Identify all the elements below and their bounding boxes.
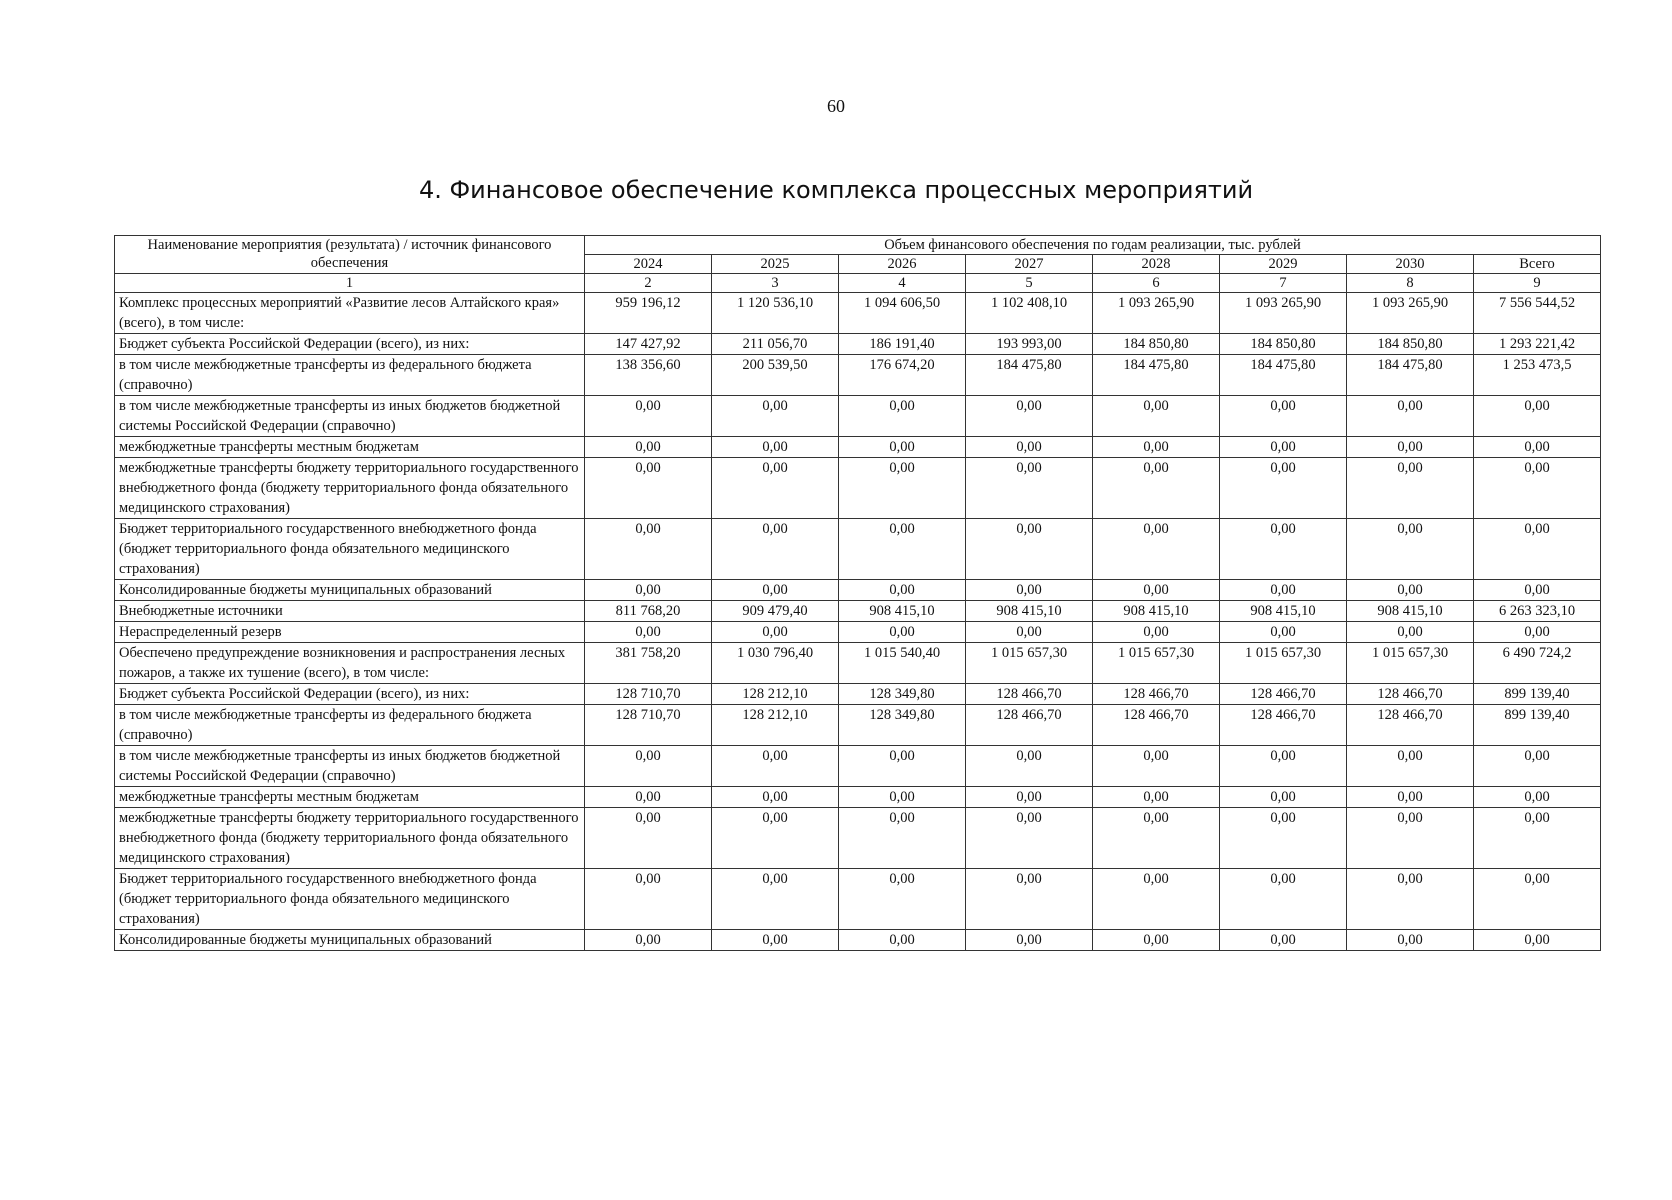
row-value: 1 093 265,90 <box>1220 293 1347 334</box>
row-value: 0,00 <box>839 787 966 808</box>
row-value: 0,00 <box>839 396 966 437</box>
row-total: 0,00 <box>1474 458 1601 519</box>
row-value: 0,00 <box>712 622 839 643</box>
column-header-volume: Объем финансового обеспечения по годам реализации, тыс. рублей <box>585 236 1601 255</box>
row-value: 184 850,80 <box>1220 334 1347 355</box>
column-number: 9 <box>1474 274 1601 293</box>
row-value: 0,00 <box>585 458 712 519</box>
row-value: 0,00 <box>1347 580 1474 601</box>
row-value: 0,00 <box>839 930 966 951</box>
row-value: 128 466,70 <box>1220 705 1347 746</box>
row-total: 0,00 <box>1474 746 1601 787</box>
row-name: в том числе межбюджетные трансферты из федерального бюджета (справочно) <box>115 705 585 746</box>
row-name: межбюджетные трансферты местным бюджетам <box>115 787 585 808</box>
row-value: 0,00 <box>839 622 966 643</box>
row-value: 959 196,12 <box>585 293 712 334</box>
row-name: Комплекс процессных мероприятий «Развитие лесов Алтайского края» (всего), в том числе: <box>115 293 585 334</box>
row-value: 0,00 <box>1093 580 1220 601</box>
row-value: 0,00 <box>712 746 839 787</box>
row-value: 176 674,20 <box>839 355 966 396</box>
row-value: 211 056,70 <box>712 334 839 355</box>
row-value: 0,00 <box>585 746 712 787</box>
column-number: 7 <box>1220 274 1347 293</box>
row-total: 0,00 <box>1474 437 1601 458</box>
row-value: 128 466,70 <box>1093 684 1220 705</box>
row-value: 1 015 540,40 <box>839 643 966 684</box>
row-value: 0,00 <box>966 519 1093 580</box>
column-number: 5 <box>966 274 1093 293</box>
row-value: 1 015 657,30 <box>966 643 1093 684</box>
row-value: 0,00 <box>585 930 712 951</box>
row-value: 909 479,40 <box>712 601 839 622</box>
financing-table <box>114 235 1601 951</box>
row-value: 0,00 <box>1220 458 1347 519</box>
row-value: 184 475,80 <box>1347 355 1474 396</box>
row-total: 0,00 <box>1474 869 1601 930</box>
row-value: 0,00 <box>585 869 712 930</box>
row-value: 0,00 <box>966 787 1093 808</box>
row-total: 899 139,40 <box>1474 684 1601 705</box>
row-value: 0,00 <box>839 746 966 787</box>
row-value: 128 212,10 <box>712 705 839 746</box>
row-value: 184 850,80 <box>1093 334 1220 355</box>
row-value: 0,00 <box>1220 787 1347 808</box>
year-header: 2024 <box>585 255 712 274</box>
table-row <box>115 705 1601 746</box>
table-row <box>115 519 1601 580</box>
row-name: Нераспределенный резерв <box>115 622 585 643</box>
row-value: 184 475,80 <box>1093 355 1220 396</box>
row-value: 128 710,70 <box>585 684 712 705</box>
row-value: 0,00 <box>1093 437 1220 458</box>
row-total: 0,00 <box>1474 622 1601 643</box>
row-value: 0,00 <box>712 519 839 580</box>
table-row <box>115 787 1601 808</box>
row-value: 0,00 <box>966 930 1093 951</box>
row-value: 138 356,60 <box>585 355 712 396</box>
row-value: 0,00 <box>1220 930 1347 951</box>
row-value: 0,00 <box>1093 458 1220 519</box>
row-value: 908 415,10 <box>966 601 1093 622</box>
column-number: 6 <box>1093 274 1220 293</box>
row-value: 0,00 <box>1220 869 1347 930</box>
row-name: межбюджетные трансферты бюджету территориального государственного внебюджетного фонда (бюджету территориального фонда обязательного медицинского страхования) <box>115 808 585 869</box>
row-name: в том числе межбюджетные трансферты из иных бюджетов бюджетной системы Российской Федерации (справочно) <box>115 746 585 787</box>
table-row <box>115 601 1601 622</box>
row-value: 128 349,80 <box>839 705 966 746</box>
column-number: 3 <box>712 274 839 293</box>
row-value: 1 015 657,30 <box>1220 643 1347 684</box>
row-value: 0,00 <box>585 787 712 808</box>
row-value: 0,00 <box>585 519 712 580</box>
page-number: 60 <box>827 96 845 116</box>
row-total: 6 490 724,2 <box>1474 643 1601 684</box>
row-value: 184 850,80 <box>1347 334 1474 355</box>
table-row <box>115 355 1601 396</box>
row-value: 0,00 <box>1220 808 1347 869</box>
table-row <box>115 684 1601 705</box>
row-value: 0,00 <box>1093 869 1220 930</box>
row-value: 1 093 265,90 <box>1093 293 1220 334</box>
row-value: 184 475,80 <box>1220 355 1347 396</box>
row-name: Бюджет субъекта Российской Федерации (всего), из них: <box>115 684 585 705</box>
row-name: межбюджетные трансферты бюджету территориального государственного внебюджетного фонда (бюджету территориального фонда обязательного медицинского страхования) <box>115 458 585 519</box>
row-value: 811 768,20 <box>585 601 712 622</box>
row-name: Консолидированные бюджеты муниципальных образований <box>115 930 585 951</box>
row-value: 0,00 <box>585 580 712 601</box>
row-name: Консолидированные бюджеты муниципальных образований <box>115 580 585 601</box>
row-name: Бюджет территориального государственного внебюджетного фонда (бюджет территориального фонда обязательного медицинского страхования) <box>115 519 585 580</box>
row-value: 0,00 <box>966 580 1093 601</box>
row-value: 0,00 <box>1347 746 1474 787</box>
column-number: 1 <box>115 274 585 293</box>
row-name: в том числе межбюджетные трансферты из иных бюджетов бюджетной системы Российской Федерации (справочно) <box>115 396 585 437</box>
row-name: в том числе межбюджетные трансферты из федерального бюджета (справочно) <box>115 355 585 396</box>
row-value: 1 120 536,10 <box>712 293 839 334</box>
column-number: 4 <box>839 274 966 293</box>
row-value: 0,00 <box>585 622 712 643</box>
table-body <box>115 293 1601 951</box>
row-value: 128 466,70 <box>1347 705 1474 746</box>
row-total: 6 263 323,10 <box>1474 601 1601 622</box>
table-row <box>115 930 1601 951</box>
row-value: 128 466,70 <box>966 684 1093 705</box>
row-total: 1 253 473,5 <box>1474 355 1601 396</box>
row-value: 0,00 <box>1347 622 1474 643</box>
row-value: 908 415,10 <box>1093 601 1220 622</box>
row-value: 1 093 265,90 <box>1347 293 1474 334</box>
row-value: 1 094 606,50 <box>839 293 966 334</box>
row-value: 0,00 <box>1347 458 1474 519</box>
row-value: 0,00 <box>712 787 839 808</box>
row-value: 128 349,80 <box>839 684 966 705</box>
row-value: 128 466,70 <box>1220 684 1347 705</box>
year-header: 2025 <box>712 255 839 274</box>
row-value: 0,00 <box>1220 746 1347 787</box>
row-value: 0,00 <box>712 930 839 951</box>
row-value: 147 427,92 <box>585 334 712 355</box>
year-header: 2026 <box>839 255 966 274</box>
year-header: 2027 <box>966 255 1093 274</box>
row-total: 7 556 544,52 <box>1474 293 1601 334</box>
row-value: 0,00 <box>1220 437 1347 458</box>
total-header: Всего <box>1474 255 1601 274</box>
year-header: 2030 <box>1347 255 1474 274</box>
year-header: 2028 <box>1093 255 1220 274</box>
row-value: 0,00 <box>966 869 1093 930</box>
row-value: 128 466,70 <box>1093 705 1220 746</box>
row-value: 1 015 657,30 <box>1347 643 1474 684</box>
row-value: 0,00 <box>966 622 1093 643</box>
column-header-name: Наименование мероприятия (результата) / источник финансового обеспечения <box>115 236 585 274</box>
row-value: 1 030 796,40 <box>712 643 839 684</box>
row-value: 0,00 <box>1347 930 1474 951</box>
row-value: 0,00 <box>1220 396 1347 437</box>
row-value: 0,00 <box>839 869 966 930</box>
row-name: Обеспечено предупреждение возникновения и распространения лесных пожаров, а также их тушение (всего), в том числе: <box>115 643 585 684</box>
table-row <box>115 580 1601 601</box>
row-value: 0,00 <box>1347 396 1474 437</box>
row-total: 0,00 <box>1474 930 1601 951</box>
row-value: 0,00 <box>839 437 966 458</box>
row-name: межбюджетные трансферты местным бюджетам <box>115 437 585 458</box>
row-value: 0,00 <box>712 437 839 458</box>
row-value: 184 475,80 <box>966 355 1093 396</box>
column-number: 8 <box>1347 274 1474 293</box>
row-value: 0,00 <box>1347 437 1474 458</box>
row-value: 0,00 <box>966 458 1093 519</box>
row-name: Бюджет территориального государственного внебюджетного фонда (бюджет территориального фонда обязательного медицинского страхования) <box>115 869 585 930</box>
table-row <box>115 396 1601 437</box>
row-value: 0,00 <box>1093 519 1220 580</box>
table-row <box>115 458 1601 519</box>
row-value: 908 415,10 <box>839 601 966 622</box>
row-value: 0,00 <box>712 869 839 930</box>
row-value: 128 710,70 <box>585 705 712 746</box>
table-row <box>115 869 1601 930</box>
row-value: 0,00 <box>839 519 966 580</box>
row-value: 0,00 <box>966 437 1093 458</box>
row-value: 0,00 <box>1220 519 1347 580</box>
table-row <box>115 334 1601 355</box>
row-total: 0,00 <box>1474 580 1601 601</box>
row-value: 1 102 408,10 <box>966 293 1093 334</box>
row-value: 0,00 <box>966 746 1093 787</box>
row-value: 1 015 657,30 <box>1093 643 1220 684</box>
table-row <box>115 293 1601 334</box>
row-value: 186 191,40 <box>839 334 966 355</box>
row-value: 0,00 <box>1093 930 1220 951</box>
row-value: 0,00 <box>585 396 712 437</box>
row-value: 193 993,00 <box>966 334 1093 355</box>
row-value: 0,00 <box>585 437 712 458</box>
table-row <box>115 643 1601 684</box>
row-value: 0,00 <box>1093 622 1220 643</box>
row-value: 0,00 <box>712 808 839 869</box>
row-value: 0,00 <box>1347 787 1474 808</box>
row-total: 899 139,40 <box>1474 705 1601 746</box>
row-value: 0,00 <box>1347 808 1474 869</box>
row-value: 908 415,10 <box>1347 601 1474 622</box>
row-name: Бюджет субъекта Российской Федерации (всего), из них: <box>115 334 585 355</box>
row-value: 0,00 <box>712 396 839 437</box>
row-value: 200 539,50 <box>712 355 839 396</box>
row-value: 0,00 <box>1093 746 1220 787</box>
row-value: 0,00 <box>839 458 966 519</box>
row-total: 0,00 <box>1474 396 1601 437</box>
row-value: 0,00 <box>1093 787 1220 808</box>
table-row <box>115 746 1601 787</box>
row-total: 0,00 <box>1474 787 1601 808</box>
year-header: 2029 <box>1220 255 1347 274</box>
row-value: 128 466,70 <box>966 705 1093 746</box>
row-value: 0,00 <box>1347 869 1474 930</box>
row-value: 0,00 <box>1220 580 1347 601</box>
row-value: 0,00 <box>1347 519 1474 580</box>
row-value: 0,00 <box>1220 622 1347 643</box>
row-value: 0,00 <box>1093 396 1220 437</box>
table-row <box>115 437 1601 458</box>
row-value: 0,00 <box>966 808 1093 869</box>
row-total: 0,00 <box>1474 808 1601 869</box>
row-total: 1 293 221,42 <box>1474 334 1601 355</box>
row-name: Внебюджетные источники <box>115 601 585 622</box>
table-row <box>115 808 1601 869</box>
row-value: 0,00 <box>585 808 712 869</box>
column-number: 2 <box>585 274 712 293</box>
row-value: 908 415,10 <box>1220 601 1347 622</box>
row-value: 0,00 <box>966 396 1093 437</box>
row-value: 381 758,20 <box>585 643 712 684</box>
row-value: 128 466,70 <box>1347 684 1474 705</box>
page-title: 4. Финансовое обеспечение комплекса процессных мероприятий <box>418 176 1254 204</box>
row-value: 0,00 <box>839 580 966 601</box>
row-value: 0,00 <box>839 808 966 869</box>
row-total: 0,00 <box>1474 519 1601 580</box>
row-value: 0,00 <box>712 458 839 519</box>
row-value: 0,00 <box>1093 808 1220 869</box>
row-value: 0,00 <box>712 580 839 601</box>
row-value: 128 212,10 <box>712 684 839 705</box>
table-row <box>115 622 1601 643</box>
